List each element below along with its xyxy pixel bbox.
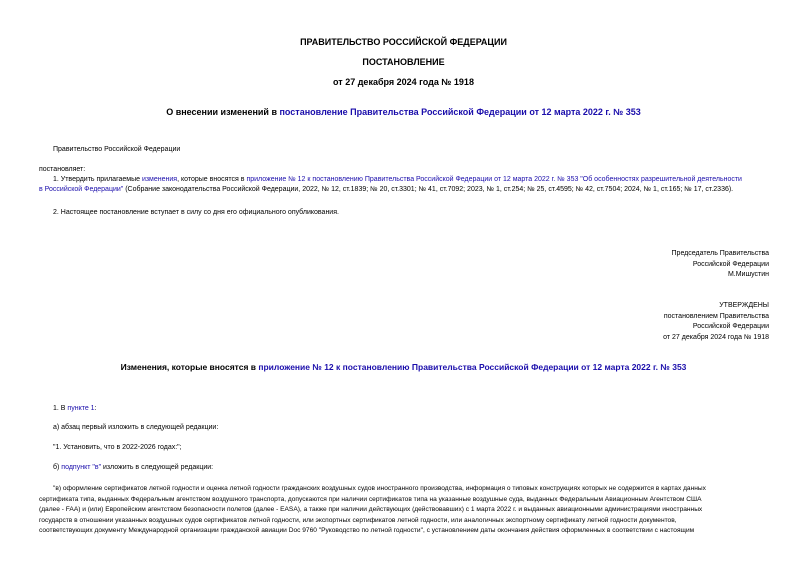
paragraph-line: "в) оформление сертификатов летной годности и оценка летной годности гражданских воздушных судов иностранного производства, информация о типовых конструкциях которых не содержится в картах данных [53,485,706,492]
signature-name: М.Мишустин [727,271,769,278]
point-1-link[interactable]: пункте 1 [67,405,95,412]
approval-block [663,301,769,343]
signature-position: Председатель Правительства [671,250,769,257]
changes-link[interactable]: изменения [141,176,178,183]
changes-subpoint-a: а) абзац первый изложить в следующей редакции: [53,424,219,431]
document-type: ПОСТАНОВЛЕНИЕ [362,57,445,67]
annex-12-title-link[interactable]: приложение № 12 к постановлению Правительства Российской Федерации от 12 марта 2022 г. № 353 [258,362,687,372]
changes-point-1: 1. В пункте 1: [53,405,97,412]
approval-date: от 27 декабря 2024 года № 1918 [663,333,769,341]
changes-subpoint-b: б) подпункт "в" изложить в следующей редакции: [53,464,214,471]
approval-org: Российской Федерации [692,323,769,330]
intro-text: Правительство Российской Федерации [53,146,181,153]
signature-org: Российской Федерации [692,260,769,268]
paragraph-line: соответствующих документу Международной организации гражданской авиации Doc 9760 "Руководство по летной годности", с установлением даты окончания действия оформленных в соответствии с настоящим [39,527,695,534]
approval-by: постановлением Правительства [663,312,769,320]
item-2: 2. Настоящее постановление вступает в силу со дня его официального опубликования. [53,209,339,216]
item-1-continuation: в Российской Федерации" (Собрание законодательства Российской Федерации, 2022, № 12, ст.1839; № 20, ст.3301; № 41, ст.7092; 2023, № 1, ст.254; № 25, ст.4595; № 42, ст.7504; 2024, № 1, ст.165; № 17, ст.2336). [39,186,734,193]
paragraph-line: сертификата типа, выданных Федеральным агентством воздушного транспорта, допускаются при наличии сертификатов типа на указанные воздушные суда, выданных Федеральным Авиационным Агентством США [39,495,702,503]
changes-title: Изменения, которые вносятся в приложение № 12 к постановлению Правительства Российской Федерации от 12 марта 2022 г. № 353 [120,362,687,372]
annex-12-link[interactable]: приложение № 12 к постановлению Правительства Российской Федерации от 12 марта 2022 г. № 353 "Об особенностях разрешительной деятельности [246,176,742,183]
annex-12-link-cont[interactable]: в Российской Федерации" [39,186,124,193]
changes-subpoint-a-quote: "1. Установить, что в 2022-2026 годах:"; [53,444,182,451]
resolves-text: постановляет: [39,166,86,173]
document-title-prefix: О внесении изменений в [166,107,280,117]
government-heading: ПРАВИТЕЛЬСТВО РОССИЙСКОЙ ФЕДЕРАЦИИ [300,37,507,47]
item-1: 1. Утвердить прилагаемые изменения, которые вносятся в приложение № 12 к постановлению Правительства Российской Федерации от 12 марта 2022 г. № 353 "Об особенностях разрешительной деятельности [53,176,742,183]
document-title [0,107,807,117]
subpoint-v-link[interactable]: подпункт "в" [61,464,102,471]
document-date-number: от 27 декабря 2024 года № 1918 [333,77,474,87]
changes-subpoint-v-text [39,484,769,537]
approval-status: УТВЕРЖДЕНЫ [719,302,769,309]
signature-block [672,249,769,281]
resolution-353-link[interactable]: постановление Правительства Российской Федерации от 12 марта 2022 г. № 353 [279,107,641,117]
paragraph-line: государств в отношении указанных воздушных судов сертификатов летной годности, или экспортных сертификатов летной годности, или аналогичных экспортному сертификату летной годности документов, [39,516,677,524]
paragraph-line: (далее - FAA) и (или) Европейским агентством безопасности полетов (далее - EASA), а также при наличии действующих (действовавших) с 1 марта 2022 г. и выданных авиационными администрациями иностранных [39,506,703,513]
